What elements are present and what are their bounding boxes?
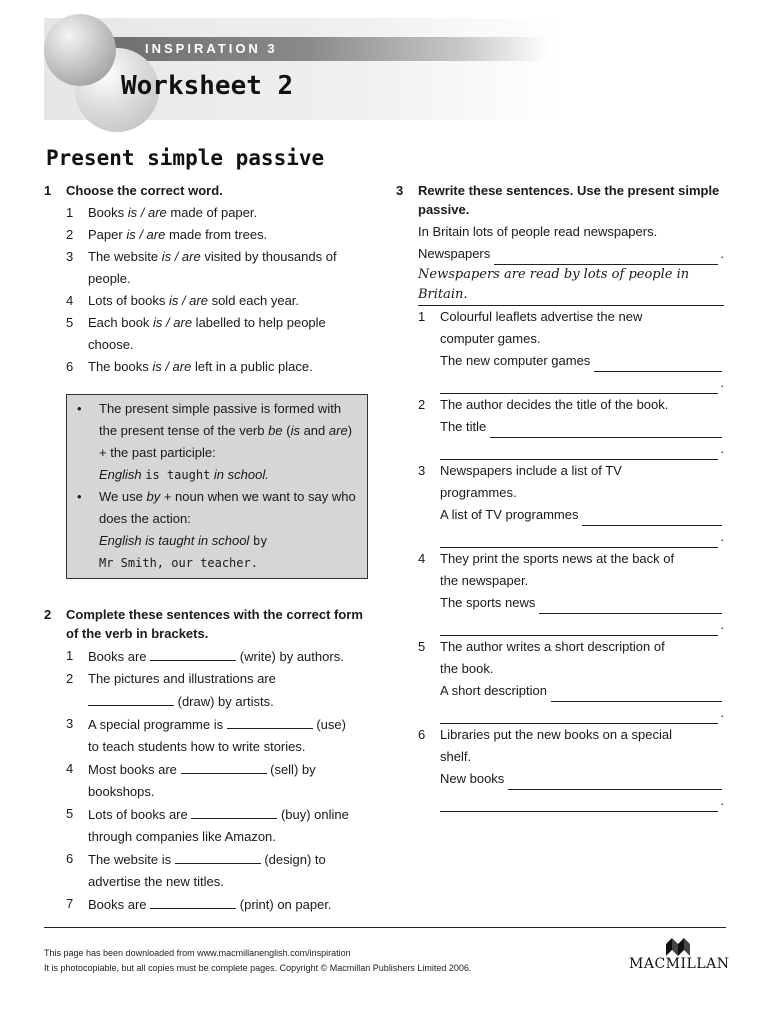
grammar-term: be <box>268 423 283 438</box>
item-text: Most books are (sell) by bookshops. <box>88 758 374 803</box>
grammar-bullet <box>77 398 359 486</box>
grammar-example: by <box>252 534 268 548</box>
answer-prompt: The sports news <box>440 595 536 610</box>
question-1-items <box>44 202 374 378</box>
item-text <box>440 394 724 460</box>
list-item <box>44 246 374 290</box>
answer-line <box>551 686 722 702</box>
footer-rule <box>44 927 726 928</box>
item-number: 1 <box>66 648 74 663</box>
sentence-line: Newspapers include a list of TV <box>440 463 622 478</box>
grammar-example: English <box>99 467 142 482</box>
list-item <box>44 290 374 312</box>
grammar-bullet <box>77 486 359 574</box>
question-3-items <box>396 306 724 812</box>
sentence-line: The author decides the title of the book. <box>440 397 669 412</box>
item-number: 6 <box>418 727 426 742</box>
answer-line-row: . <box>440 614 724 636</box>
item-number: 1 <box>418 309 426 324</box>
choice-words: is / are <box>153 315 193 330</box>
bullet-icon: • <box>77 489 82 504</box>
answer-line-row: . <box>440 372 724 394</box>
list-item <box>396 636 724 724</box>
item-number: 3 <box>418 463 426 478</box>
footer-line: It is photocopiable, but all copies must be complete pages. Copyright © Macmillan Publishers Limited 2006. <box>44 963 472 973</box>
question-2-heading <box>44 605 374 643</box>
item-text: Each book is / are labelled to help people choose. <box>88 315 326 352</box>
bullet-icon: • <box>77 401 82 416</box>
section-title: Present simple passive <box>46 146 325 170</box>
right-column <box>396 181 724 812</box>
item-number: 7 <box>66 896 74 911</box>
answer-blank <box>227 713 313 729</box>
answer-line <box>594 356 722 372</box>
worksheet-title: Worksheet 2 <box>121 71 294 101</box>
question-instruction: Choose the correct word. <box>66 183 223 198</box>
logo-wordmark: MACMILLAN <box>629 956 730 972</box>
list-item <box>44 803 374 848</box>
item-number: 6 <box>66 359 74 374</box>
answer-line <box>490 422 722 438</box>
item-text: The books is / are left in a public place. <box>88 359 313 374</box>
sentence-line: computer games. <box>440 331 541 346</box>
item-text: Books are (write) by authors. <box>88 645 374 668</box>
item-number: 5 <box>418 639 426 654</box>
question-3-heading <box>396 181 724 219</box>
item-number: 2 <box>66 671 74 686</box>
sentence-line: the newspaper. <box>440 573 529 588</box>
answer-line <box>440 796 718 812</box>
item-text <box>440 724 724 812</box>
answer-line-row: . <box>440 526 724 548</box>
item-text: Lots of books is / are sold each year. <box>88 293 300 308</box>
grammar-text: + noun when we want to say who does the action: <box>99 489 356 526</box>
answer-prompt: A short description <box>440 683 547 698</box>
item-text <box>440 306 724 394</box>
question-2-items <box>44 645 374 916</box>
sentence-line: the book. <box>440 661 494 676</box>
series-label: INSPIRATION 3 <box>145 41 278 56</box>
item-text: A special programme is (use) to teach students how to write stories. <box>88 713 374 758</box>
grammar-example: English is taught in school <box>99 533 250 548</box>
item-number: 4 <box>66 293 74 308</box>
example-sentence: In Britain lots of people read newspapers. <box>418 224 658 239</box>
prompt-line <box>440 768 724 790</box>
item-number: 5 <box>66 806 74 821</box>
grammar-text: and <box>303 423 326 438</box>
list-item <box>44 848 374 893</box>
answer-line <box>582 510 722 526</box>
list-item <box>44 668 374 713</box>
prompt-line <box>440 592 724 614</box>
answer-prompt: The new computer games <box>440 353 591 368</box>
list-item <box>396 460 724 548</box>
item-text: Paper is / are made from trees. <box>88 227 268 242</box>
list-item <box>44 224 374 246</box>
sentence-line: Colourful leaflets advertise the new <box>440 309 643 324</box>
item-text <box>440 460 724 548</box>
item-number: 1 <box>66 205 74 220</box>
answer-line <box>440 444 718 460</box>
grammar-term: is <box>290 423 300 438</box>
grammar-example: is taught <box>145 468 211 482</box>
item-text: The pictures and illustrations are (draw) by artists. <box>88 671 276 709</box>
item-number: 2 <box>418 397 426 412</box>
item-text <box>440 548 724 636</box>
question-instruction: Complete these sentences with the correct form of the verb in brackets. <box>66 607 363 641</box>
answer-line-row: . <box>440 438 724 460</box>
list-item <box>44 356 374 378</box>
answer-line-row: . <box>440 702 724 724</box>
macmillan-logo-icon <box>665 935 691 957</box>
answer-line <box>440 708 718 724</box>
list-item <box>396 306 724 394</box>
item-number: 2 <box>66 227 74 242</box>
left-column <box>44 181 374 916</box>
prompt-line <box>440 504 724 526</box>
answer-blank <box>181 758 267 774</box>
choice-words: is / are <box>127 205 167 220</box>
answer-blank <box>150 645 236 661</box>
answer-line <box>440 532 718 548</box>
grammar-example: in school. <box>213 467 269 482</box>
example-answer: Newspapers are read by lots of people in Britain. <box>418 265 724 306</box>
choice-words: is / are <box>168 293 208 308</box>
item-text <box>440 636 724 724</box>
list-item <box>44 645 374 668</box>
answer-blank <box>175 848 261 864</box>
example-answer-row <box>396 265 724 306</box>
prompt-line <box>440 350 724 372</box>
choice-words: is / are <box>161 249 201 264</box>
choice-words: is / are <box>126 227 166 242</box>
sentence-line: They print the sports news at the back of <box>440 551 675 566</box>
question-number: 2 <box>44 607 52 622</box>
sentence-line: The author writes a short description of <box>440 639 665 654</box>
grammar-text: ) + the past participle: <box>99 423 353 460</box>
list-item <box>396 394 724 460</box>
choice-words: is / are <box>152 359 192 374</box>
sentence-line: programmes. <box>440 485 517 500</box>
sentence-line: shelf. <box>440 749 472 764</box>
question-number: 3 <box>396 183 404 198</box>
answer-line <box>508 774 722 790</box>
item-number: 4 <box>66 761 74 776</box>
prompt-line <box>440 416 724 438</box>
grammar-box <box>66 394 368 579</box>
item-text: Lots of books are (buy) online through companies like Amazon. <box>88 803 374 848</box>
answer-line <box>494 249 718 265</box>
answer-line-row: . <box>440 790 724 812</box>
grammar-text: ( <box>286 423 291 438</box>
list-item <box>44 713 374 758</box>
grammar-example: Mr Smith, our teacher. <box>99 556 258 570</box>
grammar-text: We use <box>99 489 143 504</box>
answer-blank <box>191 803 277 819</box>
answer-prompt: A list of TV programmes <box>440 507 579 522</box>
grammar-term: are <box>328 423 348 438</box>
item-text: The website is (design) to advertise the new titles. <box>88 848 374 893</box>
answer-line <box>440 620 718 636</box>
example-prompt-line: Newspapers . <box>396 243 724 265</box>
answer-blank <box>88 690 174 706</box>
answer-line <box>440 378 718 394</box>
question-number: 1 <box>44 183 52 198</box>
list-item <box>44 893 374 916</box>
item-number: 6 <box>66 851 74 866</box>
answer-line <box>539 598 722 614</box>
footer-text <box>44 946 471 976</box>
example-prompt: Newspapers <box>418 246 491 261</box>
list-item <box>396 724 724 812</box>
item-number: 5 <box>66 315 74 330</box>
list-item <box>44 202 374 224</box>
answer-blank <box>150 893 236 909</box>
item-text: Books are (print) on paper. <box>88 893 374 916</box>
item-text: Books is / are made of paper. <box>88 205 258 220</box>
item-number: 4 <box>418 551 426 566</box>
grammar-term: by <box>146 489 161 504</box>
item-number: 3 <box>66 249 74 264</box>
list-item <box>44 758 374 803</box>
decorative-circle <box>44 14 116 86</box>
question-instruction: Rewrite these sentences. Use the present simple passive. <box>418 183 720 217</box>
item-text: The website is / are visited by thousands of people. <box>88 249 337 286</box>
macmillan-logo <box>629 935 730 972</box>
question-1-heading <box>44 181 374 200</box>
grammar-text: The present simple passive is formed with the present tense of the verb <box>99 401 342 438</box>
item-number: 3 <box>66 716 74 731</box>
prompt-line <box>440 680 724 702</box>
answer-prompt: New books <box>440 771 505 786</box>
answer-prompt: The title <box>440 419 487 434</box>
sentence-line: Libraries put the new books on a special <box>440 727 672 742</box>
footer-line: This page has been downloaded from www.macmillanenglish.com/inspiration <box>44 948 351 958</box>
list-item <box>396 548 724 636</box>
list-item <box>44 312 374 356</box>
